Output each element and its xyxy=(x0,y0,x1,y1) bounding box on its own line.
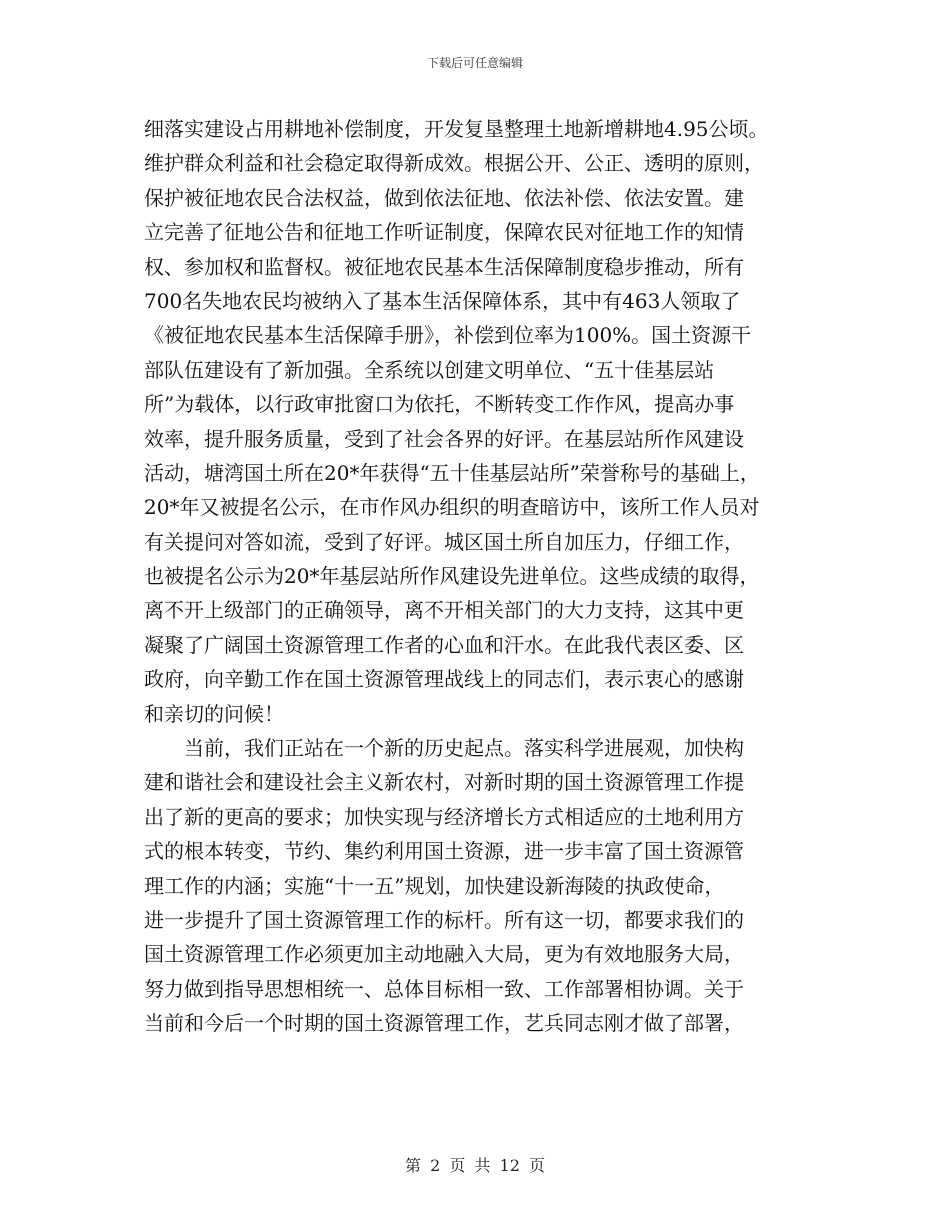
text-line: 保护被征地农民合法权益，做到依法征地、依法补偿、依法安置。建 xyxy=(144,185,744,210)
text-line: 努力做到指导思想相统一、总体目标相一致、工作部署相协调。关于 xyxy=(144,976,744,1001)
text-line: 政府，向辛勤工作在国土资源管理战线上的同志们，表示衷心的感谢 xyxy=(144,667,744,692)
text-line: 权、参加权和监督权。被征地农民基本生活保障制度稳步推动，所有 xyxy=(144,254,744,279)
text-line: 建和谐社会和建设社会主义新农村，对新时期的国土资源管理工作提 xyxy=(144,770,744,795)
text-line: 理工作的内涵；实施“十一五”规划，加快建设新海陵的执政使命， xyxy=(144,873,725,898)
text-line: 凝聚了广阔国土资源管理工作者的心血和汗水。在此我代表区委、区 xyxy=(144,632,744,657)
text-line: 《被征地农民基本生活保障手册》，补偿到位率为100%。国土资源干 xyxy=(144,323,752,348)
page-header: 下载后可任意编辑 xyxy=(426,56,523,70)
text-line: 式的根本转变，节约、集约利用国土资源，进一步丰富了国土资源管 xyxy=(144,839,744,864)
text-line: 离不开上级部门的正确领导，离不开相关部门的大力支持，这其中更 xyxy=(144,598,744,623)
document-body xyxy=(144,112,824,1041)
text-line: 部队伍建设有了新加强。全系统以创建文明单位、“五十佳基层站 xyxy=(144,357,715,382)
text-line: 也被提名公示为20*年基层站所作风建设先进单位。这些成绩的取得， xyxy=(144,564,760,589)
text-line: 国土资源管理工作必须更加主动地融入大局，更为有效地服务大局， xyxy=(144,942,744,967)
text-line: 进一步提升了国土资源管理工作的标杆。所有这一切，都要求我们的 xyxy=(144,907,744,932)
text-line: 维护群众利益和社会稳定取得新成效。根据公开、公正、透明的原则， xyxy=(144,151,764,176)
text-line: 20*年又被提名公示，在市作风办组织的明查暗访中，该所工作人员对 xyxy=(144,495,760,520)
text-line: 700名失地农民均被纳入了基本生活保障体系，其中有463人领取了 xyxy=(144,288,741,313)
text-line: 有关提问对答如流，受到了好评。城区国土所自加压力，仔细工作， xyxy=(144,529,744,554)
text-line: 效率，提升服务质量，受到了社会各界的好评。在基层站所作风建设 xyxy=(144,426,744,451)
text-line: 细落实建设占用耕地补偿制度，开发复垦整理土地新增耕地4.95公顷。 xyxy=(144,117,769,141)
text-line: 活动，塘湾国土所在20*年获得“五十佳基层站所”荣誉称号的基础上， xyxy=(144,460,760,485)
text-line: 和亲切的问候！ xyxy=(144,701,284,726)
text-line: 所”为载体，以行政审批窗口为依托，不断转变工作作风，提高办事 xyxy=(144,392,735,417)
text-line: 立完善了征地公告和征地工作听证制度，保障农民对征地工作的知情 xyxy=(144,220,744,245)
text-line: 出了新的更高的要求；加快实现与经济增长方式相适应的土地利用方 xyxy=(144,804,744,829)
page-footer: 第 2 页 共 12 页 xyxy=(405,1156,545,1175)
text-line: 当前和今后一个时期的国土资源管理工作，艺兵同志刚才做了部署， xyxy=(144,1011,744,1036)
text-line: 当前，我们正站在一个新的历史起点。落实科学进展观，加快构 xyxy=(144,736,744,761)
